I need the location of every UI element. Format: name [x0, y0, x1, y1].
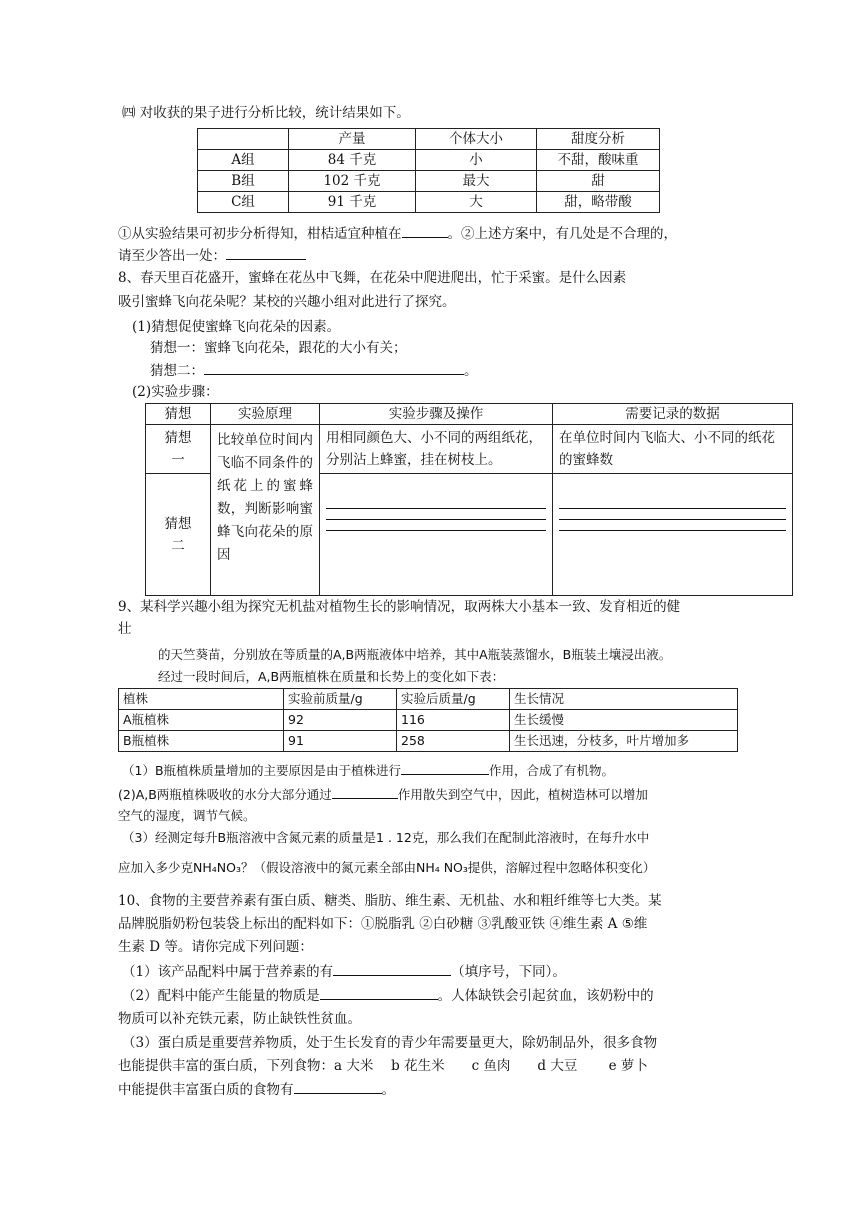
- s4-question-line: [118, 223, 677, 244]
- q10-part: [118, 1079, 395, 1100]
- q10-line: 生素 D 等。请你完成下列问题：: [118, 939, 313, 955]
- q8-line: (1)猜想促使蜜蜂飞向花朵的因素。: [132, 319, 341, 335]
- fruit-table: [197, 128, 660, 213]
- table-header: 植株: [119, 689, 284, 710]
- table-cell: 生长迅速，分枝多，叶片增加多: [510, 731, 738, 752]
- table-header: 实验前质量/g: [284, 689, 397, 710]
- table-header: 需要记录的数据: [553, 404, 793, 425]
- table-cell: A瓶植株: [119, 710, 284, 731]
- table-cell: 猜想二: [146, 474, 211, 596]
- table-row: [119, 710, 738, 731]
- answer-blank[interactable]: [204, 360, 464, 375]
- question-text: 中能提供丰富蛋白质的食物有: [118, 1082, 294, 1098]
- question-text: 作用散失到空气中，因此，植树造林可以增加: [397, 787, 648, 802]
- q9-part: 应加入多少克NH₄NO₃？（假设溶液中的氮元素全部由NH₄ NO₃提供，溶解过程中忽略体积变化）: [118, 860, 656, 875]
- answer-area[interactable]: [320, 474, 553, 596]
- table-cell: 用相同颜色大、小不同的两组纸花，分别沾上蜂蜜，挂在树枝上。: [320, 425, 553, 474]
- table-header: 个体大小: [416, 129, 537, 150]
- question-text: 。人体缺铁会引起贫血，该奶粉中的: [437, 988, 654, 1004]
- answer-blank[interactable]: [402, 223, 448, 238]
- q10-part: [122, 961, 566, 982]
- answer-blank[interactable]: [333, 961, 451, 976]
- table-cell: 92: [284, 710, 397, 731]
- table-cell: 258: [397, 731, 510, 752]
- q9-part: [122, 760, 614, 781]
- q8-line: [150, 360, 478, 381]
- q9-line: 经过一段时间后，A,B两瓶植株在质量和长势上的变化如下表：: [158, 669, 505, 684]
- q9-line: 壮: [118, 621, 132, 637]
- q8-line: 吸引蜜蜂飞向花朵呢？某校的兴趣小组对此进行了探究。: [118, 294, 456, 310]
- table-cell: 在单位时间内飞临大、小不同的纸花的蜜蜂数: [553, 425, 793, 474]
- q9-line: 的天竺葵苗，分别放在等质量的A,B两瓶液体中培养，其中A瓶装蒸馏水，B瓶装土壤浸出液。: [158, 647, 672, 662]
- q10-line: 品牌脱脂奶粉包装袋上标出的配料如下：①脱脂乳 ②白砂糖 ③乳酸亚铁 ④维生素 A ⑤维: [118, 916, 648, 932]
- q9-part: [118, 784, 648, 805]
- q10-part: 物质可以补充铁元素，防止缺铁性贫血。: [118, 1011, 361, 1027]
- q10-line: 10、食物的主要营养素有蛋白质、糖类、脂肪、维生素、无机盐、水和粗纤维等七大类。某: [118, 893, 662, 909]
- question-text: （1）B瓶植株质量增加的主要原因是由于植株进行: [122, 763, 402, 778]
- q8-line: 8、春天里百花盛开，蜜蜂在花丛中飞舞，在花朵中爬进爬出，忙于采蜜。是什么因素: [118, 270, 627, 286]
- table-cell: 甜，略带酸: [537, 192, 660, 213]
- table-cell: 最大: [416, 171, 537, 192]
- table-cell: 甜: [537, 171, 660, 192]
- principle-cell: 比较单位时间内飞临不同条件的纸花上的蜜蜂数，判断影响蜜蜂飞向花朵的原因: [211, 425, 320, 596]
- table-header: 甜度分析: [537, 129, 660, 150]
- table-row: [146, 425, 793, 474]
- q10-part: [122, 985, 654, 1006]
- question-text: ①从实验结果可初步分析得知，柑桔适宜种植在: [118, 226, 402, 242]
- table-cell: A组: [198, 150, 289, 171]
- table-row: [119, 731, 738, 752]
- q10-part: （3）蛋白质是重要营养物质，处于生长发育的青少年需要量更大，除奶制品外，很多食物: [122, 1035, 658, 1051]
- table-row: [198, 192, 660, 213]
- answer-area[interactable]: [553, 474, 793, 596]
- answer-blank[interactable]: [320, 985, 438, 1000]
- table-cell: C组: [198, 192, 289, 213]
- question-text: （2）配料中能产生能量的物质是: [122, 988, 320, 1004]
- question-text: 。: [464, 363, 478, 379]
- answer-blank[interactable]: [401, 760, 489, 775]
- table-row: [198, 171, 660, 192]
- table-header: [198, 129, 289, 150]
- answer-blank[interactable]: [294, 1079, 382, 1094]
- s4-question-line: [118, 245, 306, 266]
- table-header: 实验后质量/g: [397, 689, 510, 710]
- table-header: 生长情况: [510, 689, 738, 710]
- q9-part: （3）经测定每升B瓶溶液中含氮元素的质量是1 . 12克，那么我们在配制此溶液时，在每升水中: [122, 830, 650, 845]
- q8-line: (2)实验步骤：: [132, 384, 219, 400]
- experiment-table: [145, 403, 793, 596]
- table-cell: B组: [198, 171, 289, 192]
- table-cell: 不甜，酸味重: [537, 150, 660, 171]
- question-text: （填序号，下同）。: [451, 964, 566, 980]
- table-cell: 116: [397, 710, 510, 731]
- answer-blank[interactable]: [226, 245, 306, 260]
- table-cell: 91 千克: [289, 192, 416, 213]
- question-text: 猜想二：: [150, 363, 204, 379]
- q10-part: 也能提供丰富的蛋白质，下列食物：a 大米 b 花生米 c 鱼肉 d 大豆 e 萝卜: [118, 1058, 648, 1074]
- table-row: [198, 150, 660, 171]
- q9-line: 9、某科学兴趣小组为探究无机盐对植物生长的影响情况，取两株大小基本一致、发育相近的健: [118, 599, 681, 615]
- table-cell: 生长缓慢: [510, 710, 738, 731]
- question-text: 。: [381, 1082, 395, 1098]
- q9-part: 空气的湿度，调节气候。: [118, 808, 256, 823]
- table-header: 实验步骤及操作: [320, 404, 553, 425]
- plant-table: [118, 688, 738, 752]
- table-cell: 102 千克: [289, 171, 416, 192]
- table-cell: 大: [416, 192, 537, 213]
- table-cell: B瓶植株: [119, 731, 284, 752]
- question-text: （1）该产品配料中属于营养素的有: [122, 964, 334, 980]
- question-text: 。②上述方案中，有几处是不合理的，: [447, 226, 677, 242]
- s4-intro: ㈣ 对收获的果子进行分析比较，统计结果如下。: [122, 105, 410, 121]
- question-text: 作用，合成了有机物。: [489, 763, 615, 778]
- q8-line: 猜想一：蜜蜂飞向花朵，跟花的大小有关；: [150, 340, 407, 356]
- table-header: 猜想: [146, 404, 211, 425]
- table-header: 产量: [289, 129, 416, 150]
- question-text: (2)A,B两瓶植株吸收的水分大部分通过: [118, 787, 332, 802]
- table-header: 实验原理: [211, 404, 320, 425]
- table-cell: 小: [416, 150, 537, 171]
- table-cell: 91: [284, 731, 397, 752]
- table-cell: 猜想一: [146, 425, 211, 474]
- table-cell: 84 千克: [289, 150, 416, 171]
- answer-blank[interactable]: [332, 784, 398, 799]
- question-text: 请至少答出一处：: [118, 248, 226, 264]
